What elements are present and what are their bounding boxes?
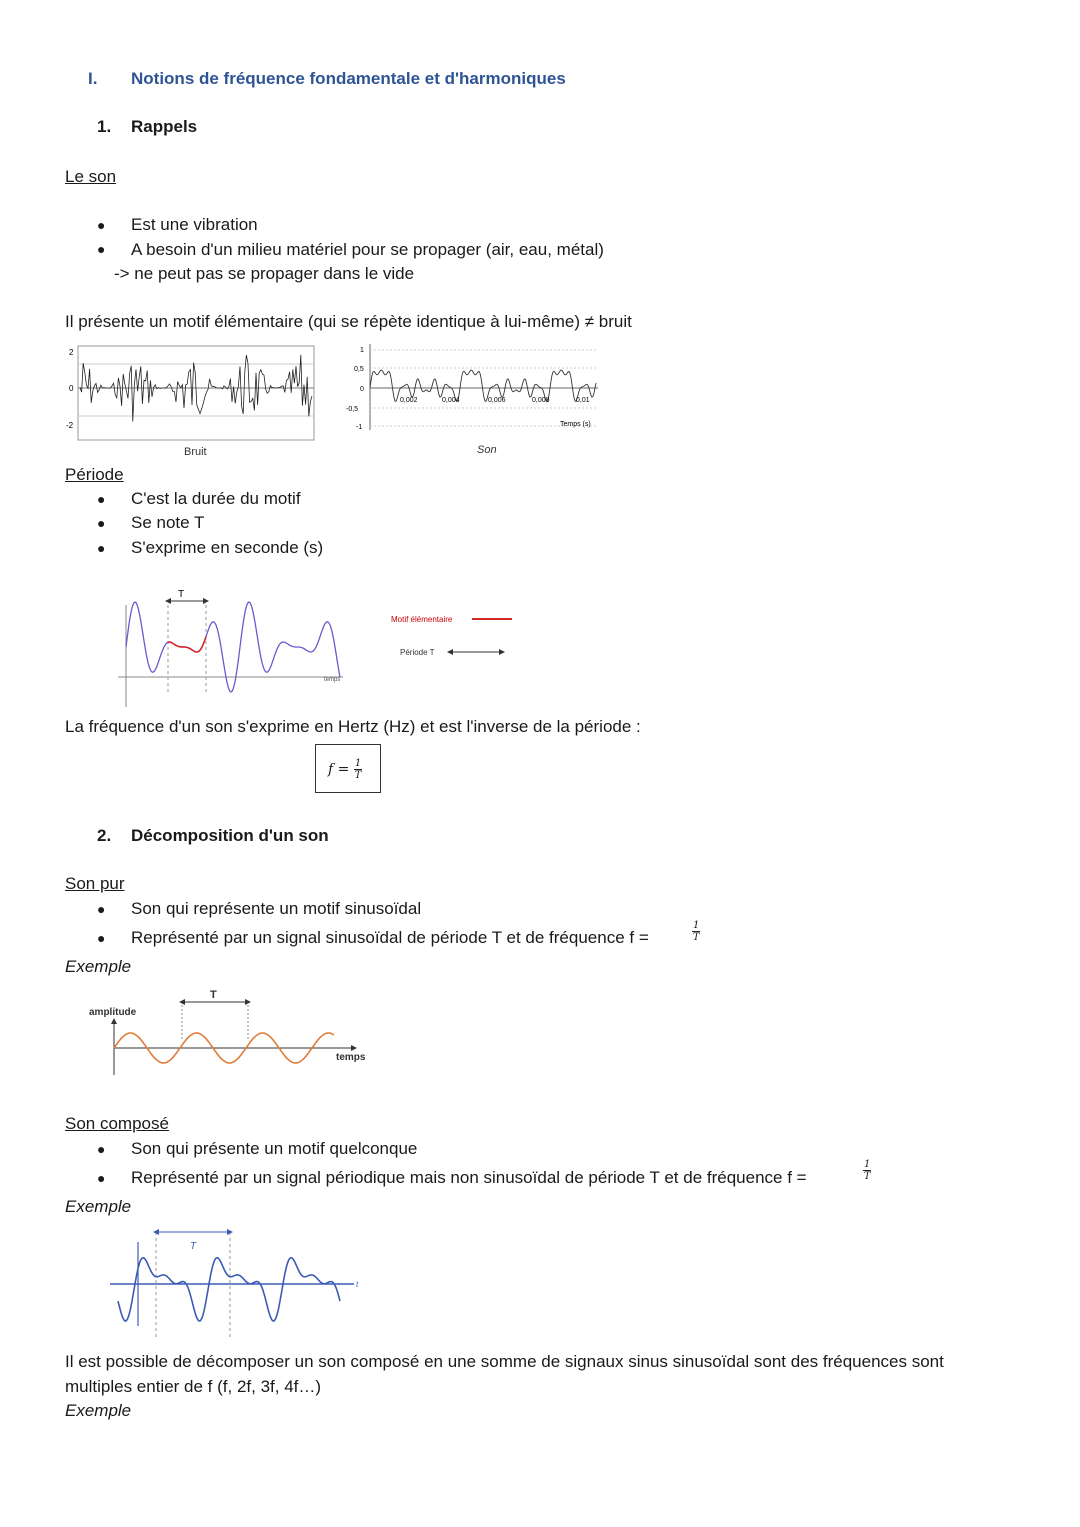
periode-heading: Période (65, 465, 124, 484)
y-tick: 0 (69, 384, 74, 393)
subsection-number: 2. (97, 826, 112, 845)
amplitude-label: amplitude (89, 1007, 137, 1018)
arrow-line: -> ne peut pas se propager dans le vide (114, 264, 415, 283)
bullet-dot: ● (97, 540, 106, 556)
bullet-dot: ● (97, 901, 106, 917)
axis-label: temps (324, 677, 341, 683)
y-tick: -0,5 (346, 406, 359, 413)
section-number: I. (88, 69, 98, 88)
periode-figure (108, 585, 528, 715)
periode-signal (126, 602, 340, 692)
son-pur-heading: Son pur (65, 874, 125, 893)
section-title: Notions de fréquence fondamentale et d'harmoniques (131, 69, 566, 88)
list-item: Est une vibration (131, 215, 258, 234)
decomposition-line-2: multiples entier de f (f, 2f, 3f, 4f…) (65, 1377, 322, 1396)
x-tick: 0,002 (400, 397, 418, 404)
inline-fraction: $\frac{1}{T}$ (863, 1159, 871, 1182)
y-tick: 1 (360, 347, 364, 354)
decomposition-line-1: Il est possible de décomposer un son composé en une somme de signaux sinus sinusoïdal sont des fréquences sont (65, 1352, 944, 1371)
list-item: Représenté par un signal sinusoïdal de période T et de fréquence f = (131, 928, 649, 947)
list-item: A besoin d'un milieu matériel pour se propager (air, eau, métal) (131, 240, 604, 259)
x-tick: 0,008 (532, 397, 550, 404)
t-label: T (178, 589, 185, 600)
inline-fraction: $\frac{1}{T}$ (692, 920, 700, 943)
subsection-number: 1. (97, 117, 112, 136)
y-tick: 0 (360, 386, 364, 393)
y-tick: -2 (66, 421, 74, 430)
example-label: Exemple (65, 957, 132, 976)
bullet-dot: ● (97, 930, 106, 946)
x-tick: 0,006 (488, 397, 506, 404)
formula-box (315, 744, 381, 793)
t-label: T (210, 989, 217, 1001)
example-label: Exemple (65, 1197, 132, 1216)
bruit-caption: Bruit (184, 446, 207, 458)
bullet-dot: ● (97, 217, 106, 233)
bullet-dot: ● (97, 1141, 106, 1157)
t-label: T (190, 1241, 197, 1252)
y-tick: 2 (69, 348, 74, 357)
son-compose-heading: Son composé (65, 1114, 169, 1133)
subsection-title: Décomposition d'un son (131, 826, 329, 845)
legend-periode-label: Période T (400, 648, 435, 657)
le-son-heading: Le son (65, 167, 117, 186)
bullet-dot: ● (97, 1170, 106, 1186)
list-item: Se note T (131, 513, 205, 532)
example-label: Exemple (65, 1401, 132, 1420)
bruit-figure (64, 336, 320, 460)
list-item: C'est la durée du motif (131, 489, 301, 508)
y-tick: 0,5 (354, 366, 364, 373)
son-figure (340, 336, 610, 460)
list-item: Son qui présente un motif quelconque (131, 1139, 418, 1158)
son-pur-figure (84, 985, 384, 1080)
bullet-dot: ● (97, 515, 106, 531)
list-item: Représenté par un signal périodique mais non sinusoïdal de période T et de fréquence f = (131, 1168, 807, 1187)
formula-lhs: f = (328, 761, 350, 778)
subsection-title: Rappels (131, 117, 198, 136)
x-tick: 0,01 (576, 397, 590, 404)
bullet-dot: ● (97, 241, 106, 257)
frequence-line: La fréquence d'un son s'exprime en Hertz (Hz) et est l'inverse de la période : (65, 717, 641, 736)
legend-motif-label: Motif élémentaire (391, 615, 453, 624)
bullet-dot: ● (97, 491, 106, 507)
motif-line: Il présente un motif élémentaire (qui se répète identique à lui-même) ≠ bruit (65, 312, 632, 331)
time-label: temps (336, 1052, 366, 1063)
list-item: Son qui représente un motif sinusoïdal (131, 899, 422, 918)
list-item: S'exprime en seconde (s) (131, 538, 324, 557)
x-axis-label: Temps (s) (560, 421, 591, 428)
formula-fraction: $\frac{1}{T}$ (354, 758, 362, 781)
son-caption: Son (477, 444, 497, 456)
x-tick: 0,004 (442, 397, 460, 404)
y-tick: -1 (356, 424, 363, 431)
motif-elementaire (168, 637, 206, 652)
compose-signal (118, 1258, 340, 1321)
axis-label: t (356, 1280, 359, 1289)
son-compose-figure (104, 1222, 374, 1342)
